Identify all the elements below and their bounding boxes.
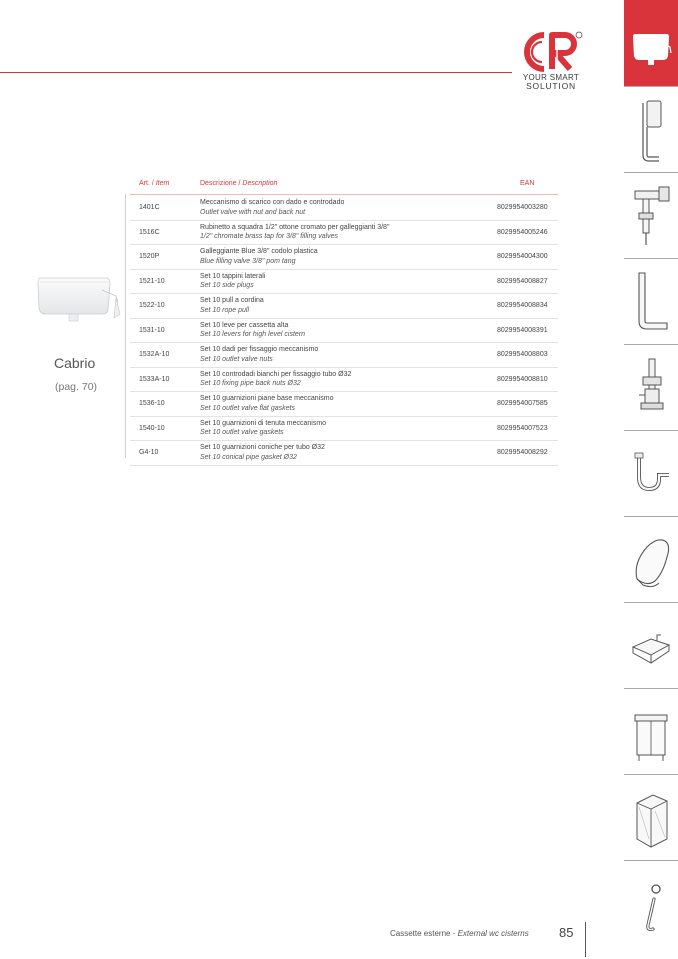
cell-item: 1531-10 (139, 326, 165, 334)
cell-description-en: Set 10 fixing pipe back nuts Ø32 (200, 380, 301, 387)
cabinet-icon (629, 695, 673, 769)
footer-section-en: External wc cisterns (457, 929, 529, 938)
product-name: Cabrio (54, 355, 96, 371)
cell-description-it: Set 10 pull a cordina (200, 297, 264, 304)
footer-section-it: Cassette esterne - (390, 929, 458, 938)
cell-ean: 8029954008834 (497, 302, 548, 309)
cell-ean: 8029954008803 (497, 351, 548, 358)
cell-description-en: Set 10 levers for high level cistern (200, 331, 306, 338)
col-header-item-en: Item (155, 180, 170, 187)
cell-description-it: Meccanismo di scarico con dado e controdado (200, 199, 345, 206)
cell-description-en: Blue filling valve 3/8" pom tang (200, 257, 296, 265)
cell-description-en: Set 10 outlet valve nuts (200, 355, 273, 363)
cell-description-it: Set 10 dadi per fissaggio meccanismo (200, 346, 319, 353)
outlet-valve-icon (629, 351, 673, 425)
cell-description-it: Set 10 guarnizioni coniche per tubo Ø32 (200, 444, 325, 451)
cell-description-en: Outlet valve with nut and back nut (200, 208, 306, 216)
page-number: 85 (559, 925, 574, 940)
tab-siphons[interactable] (624, 430, 678, 516)
product-page-link[interactable]: (pag. 70) (55, 381, 98, 393)
cell-ean: 8029954008827 (497, 277, 548, 285)
table-left-rule (125, 194, 126, 458)
cell-description-en: Set 10 rope pull (200, 306, 250, 314)
spare-parts-table (130, 176, 558, 466)
col-header-description-it: Descrizione / (200, 180, 243, 187)
cell-ean: 8029954004300 (497, 253, 548, 260)
table-row (130, 417, 558, 442)
cell-description-it: Set 10 tappini laterali (200, 272, 266, 280)
cell-description-en: Set 10 outlet valve gaskets (200, 429, 284, 436)
col-header-item (139, 180, 169, 187)
cell-description-en: Set 10 outlet valve flat gaskets (200, 404, 295, 412)
tab-cabinets[interactable] (624, 688, 678, 774)
cistern-image (34, 270, 126, 330)
cell-description-it: Set 10 guarnizioni piane base meccanismo (200, 395, 334, 402)
cell-item: 1521-10 (139, 277, 165, 285)
fill-valve-icon (629, 179, 673, 253)
table-row (130, 343, 558, 368)
basin-icon (629, 609, 673, 683)
logo-tagline-2: SOLUTION (526, 81, 576, 91)
cell-description-it: Set 10 leve per cassetta alta (200, 321, 289, 329)
cell-description-it: Set 10 guarnizioni di tenuta meccanismo (200, 419, 327, 427)
table-row (130, 319, 558, 344)
shower-box-icon (629, 781, 673, 855)
table-row (130, 221, 558, 246)
cell-description-en: Set 10 conical pipe gasket Ø32 (200, 453, 297, 461)
cell-ean: 8029954003280 (497, 204, 548, 211)
table-row (130, 196, 558, 221)
cell-description-it: Set 10 controdadi bianchi per fissaggio tubo Ø32 (200, 370, 352, 378)
col-header-description-en: Description (242, 180, 278, 187)
footer-divider (585, 922, 586, 957)
cell-ean: 8029954005246 (497, 228, 548, 236)
info-icon (629, 867, 673, 941)
table-row (130, 392, 558, 417)
logo-tagline-1: YOUR SMART (522, 73, 580, 82)
header-rule (0, 72, 512, 73)
cistern-icon (629, 6, 673, 80)
siphon-trap-icon (629, 437, 673, 511)
cell-item: 1532A-10 (139, 351, 170, 358)
flush-pipe-icon (629, 93, 673, 167)
col-header-description (200, 180, 277, 187)
bend-pipe-icon (629, 265, 673, 339)
cell-item: 1401C (139, 204, 160, 211)
cell-ean: 8029954007523 (497, 424, 548, 432)
cell-item: 1533A-10 (139, 375, 170, 383)
cell-item: 1522-10 (139, 302, 165, 309)
cell-ean: 8029954008391 (497, 326, 548, 334)
cell-ean: 8029954008292 (497, 449, 548, 456)
tab-cisterns[interactable] (624, 0, 678, 86)
table-row (130, 441, 558, 466)
logo-mark-icon (522, 30, 584, 74)
category-sidebar (624, 0, 678, 959)
tab-bend-pipes[interactable] (624, 258, 678, 344)
tab-shower-boxes[interactable] (624, 774, 678, 860)
tab-fill-valves[interactable] (624, 172, 678, 258)
cell-item: 1540-10 (139, 424, 165, 432)
header-rule (130, 194, 558, 195)
toilet-seat-icon (629, 523, 673, 597)
cell-description-en: Set 10 side plugs (200, 282, 254, 289)
brand-logo[interactable] (520, 30, 585, 92)
cell-item: 1516C (139, 228, 160, 236)
cell-description-en: 1/2" chromate brass tap for 3/8" filling valves (200, 233, 339, 240)
cell-description-it: Rubinetto a squadra 1/2" ottone cromato per galleggianti 3/8" (200, 223, 390, 231)
cell-item: 1520P (139, 253, 160, 260)
tab-outlet-valves[interactable] (624, 344, 678, 430)
cell-item: G4-10 (139, 449, 159, 456)
cell-ean: 8029954008810 (497, 375, 548, 383)
tab-basins[interactable] (624, 602, 678, 688)
col-header-item-it: Art. / (139, 180, 156, 187)
table-row (130, 270, 558, 295)
cell-ean: 8029954007585 (497, 400, 548, 407)
cell-item: 1536-10 (139, 400, 165, 407)
cell-description-it: Galleggiante Blue 3/8" codolo plastica (200, 248, 318, 255)
table-row (130, 294, 558, 319)
table-row (130, 368, 558, 393)
footer-section-title (390, 929, 529, 938)
tab-info[interactable] (624, 860, 678, 959)
table-header (130, 176, 558, 196)
col-header-ean: EAN (520, 180, 535, 187)
table-row (130, 245, 558, 270)
tab-toilet-seats[interactable] (624, 516, 678, 602)
tab-flush-pipes[interactable] (624, 86, 678, 172)
